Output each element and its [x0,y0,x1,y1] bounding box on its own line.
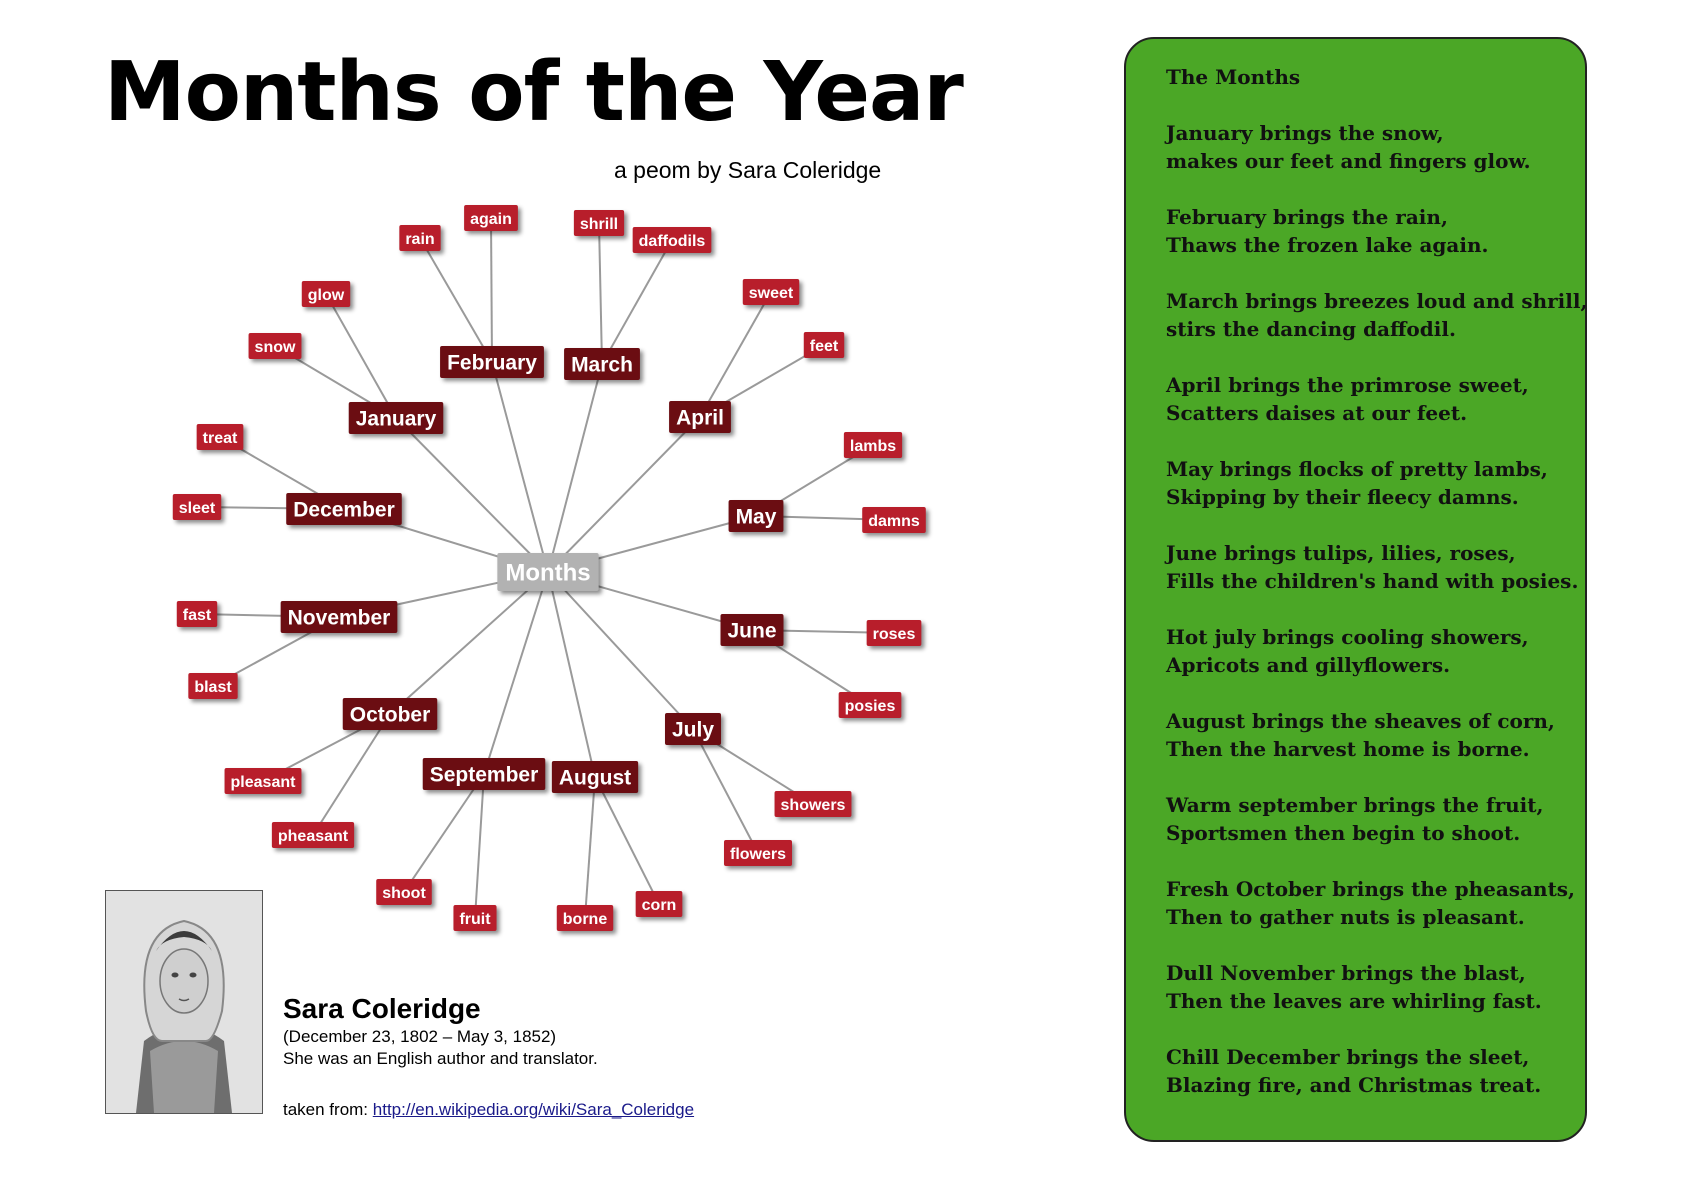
poem-stanzas [1166,119,1588,1099]
edge-center-august [548,572,595,777]
word-node-snow [249,333,302,359]
word-node-damns-label: damns [868,512,920,530]
month-node-april-label: April [676,406,724,430]
poem-line: Apricots and gillyflowers. [1166,653,1451,677]
word-node-shoot-label: shoot [382,884,426,902]
month-node-november-label: November [287,606,391,630]
word-node-blast [188,673,237,699]
poem-title: The Months [1166,65,1301,89]
poem-line: Then the leaves are whirling fast. [1166,989,1542,1013]
word-node-showers-label: showers [780,796,846,814]
edge-center-october [390,572,548,714]
word-node-fruit-label: fruit [459,910,491,928]
poem-line: January brings the snow, [1166,121,1444,145]
word-node-lambs-label: lambs [849,437,897,455]
edge-center-september [484,572,548,774]
word-node-snow-label: snow [254,338,296,356]
edge-february-rain [420,238,492,362]
month-node-august-label: August [558,766,632,790]
word-node-sweet-label: sweet [748,284,794,302]
poem-line: Sportsmen then begin to shoot. [1166,821,1521,845]
poem-stanza [1166,371,1585,427]
word-node-roses [867,620,922,646]
word-node-borne-label: borne [562,910,608,928]
word-node-flowers-label: flowers [729,845,787,863]
word-node-sweet [743,279,799,305]
poem-line: Warm september brings the fruit, [1166,793,1544,817]
poem-line: June brings tulips, lilies, roses, [1166,541,1516,565]
word-node-daffodils-label: daffodils [638,232,706,250]
month-node-june-label: June [727,619,777,643]
word-node-corn [636,891,683,917]
word-node-lambs [844,432,902,458]
month-node-may-label: May [735,505,777,529]
word-node-again-label: again [470,210,512,228]
month-node-november [281,601,398,633]
month-node-may [729,500,784,532]
word-node-glow [302,281,350,307]
edge-august-borne [585,777,595,918]
month-node-june [720,614,783,646]
word-node-shrill [574,210,624,236]
poem-stanza [1166,455,1585,511]
source-link[interactable]: http://en.wikipedia.org/wiki/Sara_Coleridge [372,1100,695,1119]
month-node-september-label: September [429,763,539,787]
poem-stanza [1166,791,1585,847]
edge-january-glow [326,294,396,418]
month-node-july-label: July [671,718,715,742]
month-node-december [286,493,402,525]
portrait-image [105,890,263,1114]
poem-line: Thaws the frozen lake again. [1166,233,1489,257]
edge-center-july [548,572,693,729]
word-node-fruit [453,905,496,931]
month-node-july [665,713,721,745]
word-node-roses-label: roses [872,625,916,643]
word-node-damns [862,507,926,533]
edge-july-flowers [693,729,758,853]
poem-line: April brings the primrose sweet, [1166,373,1529,397]
month-node-february-label: February [447,351,537,375]
month-node-january-label: January [355,407,437,431]
bio-dates: (December 23, 1802 – May 3, 1852) [283,1027,557,1046]
poem-line: February brings the rain, [1166,205,1448,229]
poem-line: Then to gather nuts is pleasant. [1166,905,1525,929]
edge-center-april [548,417,700,572]
poem-stanza [1166,707,1585,763]
word-node-showers [775,791,852,817]
center-node-months [497,553,598,591]
poem-line: March brings breezes loud and shrill, [1166,289,1588,313]
word-node-fast-label: fast [182,606,212,624]
word-node-treat-label: treat [202,429,238,447]
edge-march-shrill [599,223,602,364]
poem-line: Dull November brings the blast, [1166,961,1526,985]
word-node-shrill-label: shrill [579,215,619,233]
word-node-pheasant-label: pheasant [277,827,349,845]
word-node-posies-label: posies [844,697,896,715]
poem-stanza [1166,203,1585,259]
month-node-october-label: October [349,703,431,727]
month-node-september [423,758,546,790]
word-node-flowers [724,840,792,866]
poem-line: Skipping by their fleecy damns. [1166,485,1519,509]
poem-stanza [1166,287,1588,343]
poem-panel [1124,37,1587,1142]
word-node-sleet-label: sleet [178,499,216,517]
poem-line: stirs the dancing daffodil. [1166,317,1456,341]
poem-line: makes our feet and fingers glow. [1166,149,1531,173]
month-node-february [440,346,544,378]
word-node-fast [177,601,217,627]
edge-september-shoot [404,774,484,892]
poem-line: August brings the sheaves of corn, [1166,709,1555,733]
word-node-pleasant [225,768,302,794]
poem-stanza [1166,539,1585,595]
edge-march-daffodils [602,240,672,364]
poem-line: Scatters daises at our feet. [1166,401,1468,425]
source-label: taken from: [283,1100,373,1119]
word-node-again [464,205,518,231]
word-node-rain-label: rain [405,230,435,248]
edge-center-february [492,362,548,572]
edge-september-fruit [475,774,484,918]
page-title: Months of the Year [104,45,963,140]
poem-stanza [1166,875,1585,931]
word-node-pleasant-label: pleasant [230,773,296,791]
word-node-treat [197,424,244,450]
poem-stanza [1166,959,1585,1015]
word-node-glow-label: glow [307,286,345,304]
word-node-sleet [173,494,221,520]
month-node-march-label: March [571,353,633,377]
page-subtitle: a peom by Sara Coleridge [614,157,882,183]
word-node-rain [399,225,440,251]
word-node-blast-label: blast [194,678,232,696]
portrait-icon [106,891,262,1113]
poem-stanza [1166,119,1585,175]
word-node-posies [839,692,902,718]
poem-stanza [1166,623,1585,679]
word-node-pheasant [272,822,354,848]
center-node-months-label: Months [505,559,591,587]
month-node-march [564,348,640,380]
poem-stanza [1166,1043,1585,1099]
word-node-daffodils [633,227,712,253]
word-node-feet-label: feet [809,337,839,355]
bio-name: Sara Coleridge [283,993,481,1024]
month-node-august [552,761,638,793]
edge-february-again [491,218,492,362]
poem-line: Blazing fire, and Christmas treat. [1166,1073,1542,1097]
edge-center-march [548,364,602,572]
poem-line: Fresh October brings the pheasants, [1166,877,1576,901]
month-node-april [669,401,731,433]
edge-august-corn [595,777,659,904]
poem-line: Hot july brings cooling showers, [1166,625,1529,649]
word-node-corn-label: corn [641,896,677,914]
edge-october-pheasant [313,714,390,835]
word-node-shoot [376,879,432,905]
poem-line: Fills the children's hand with posies. [1166,569,1579,593]
word-node-feet [804,332,844,358]
source-line [283,1100,694,1120]
poem-line: May brings flocks of pretty lambs, [1166,457,1548,481]
month-node-october [343,698,438,730]
edge-april-sweet [700,292,771,417]
bio-description: She was an English author and translator. [283,1049,598,1068]
poem-line: Chill December brings the sleet, [1166,1045,1530,1069]
word-node-borne [557,905,613,931]
month-node-december-label: December [293,498,395,522]
month-node-january [349,402,444,434]
poem-line: Then the harvest home is borne. [1166,737,1530,761]
